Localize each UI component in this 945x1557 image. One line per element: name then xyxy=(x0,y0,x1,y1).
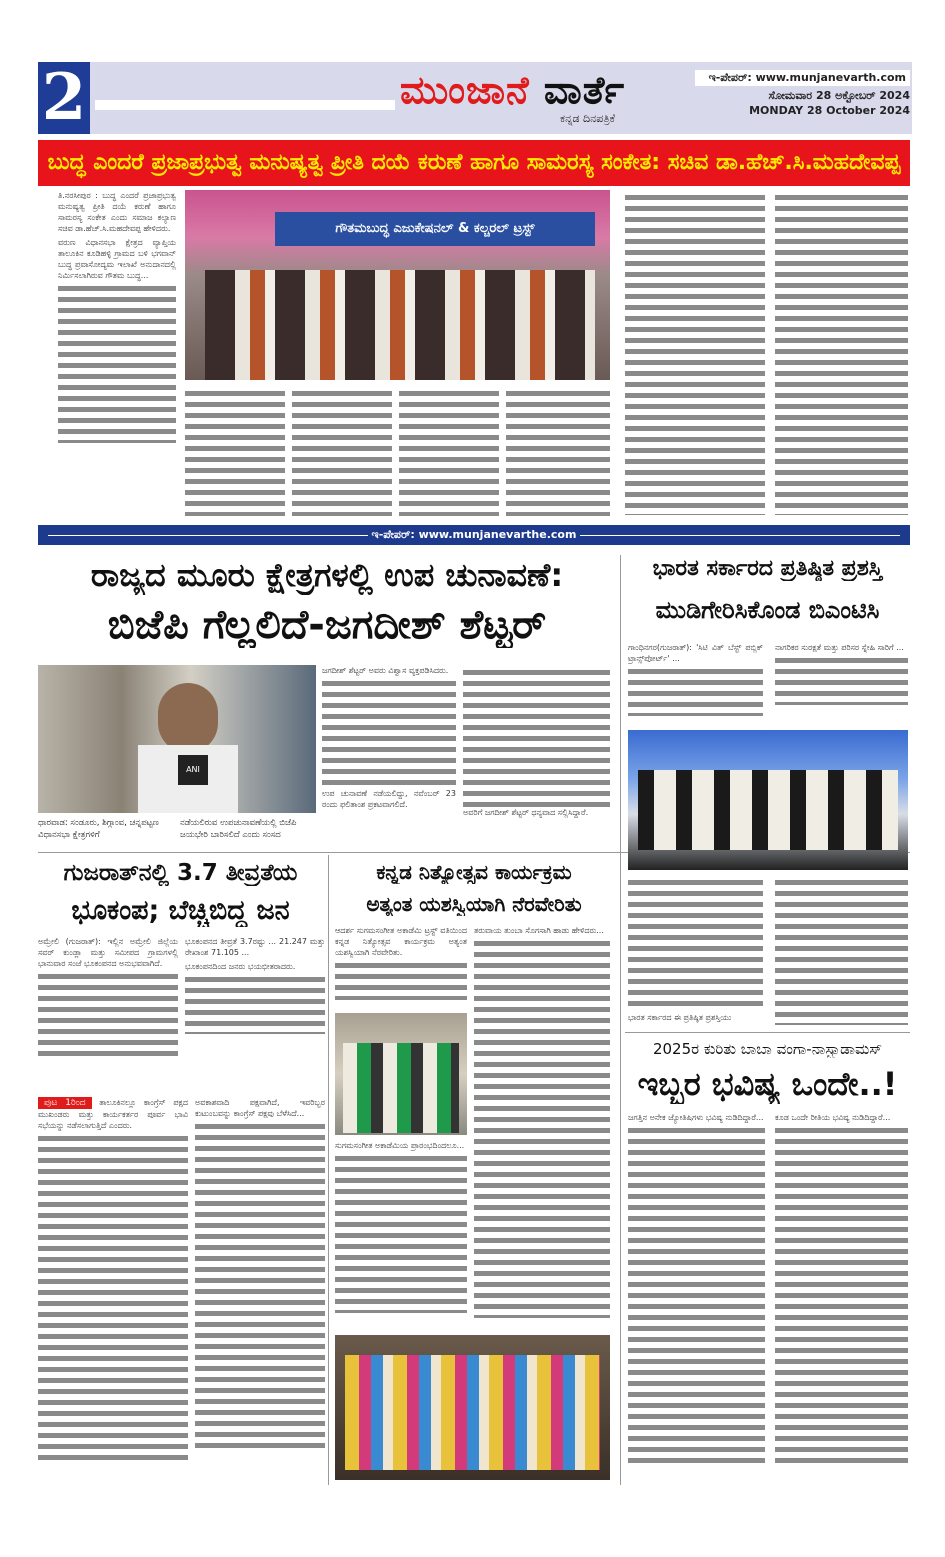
lead-column-6 xyxy=(625,190,765,515)
lead-column-4 xyxy=(399,386,499,516)
continued-from-tag: ಪುಟ 1ರಿಂದ xyxy=(38,1097,92,1109)
rajyotsava-column-2: ತರುವಾಯ ತುಂಬಾ ಸೊಗಸಾಗಿ ಹಾಡು ಹೇಳಿದರು... xyxy=(474,925,610,1330)
quake-headline-1: ಗುಜರಾತ್‌ನಲ್ಲಿ 3.7 ತೀವ್ರತೆಯ xyxy=(63,860,298,886)
lead-column-1 xyxy=(58,190,176,515)
babavanga-kicker: 2025ರ ಕುರಿತು ಬಾಬಾ ವಂಗಾ-ನಾಸ್ಟ್ರಾಡಾಮಸ್ xyxy=(652,1040,883,1058)
date-kannada: ಸೋಮವಾರ 28 ಅಕ್ಟೋಬರ್ 2024 xyxy=(768,89,910,102)
epaper-url[interactable]: ಇ-ಪೇಪರ್: www.munjanevarth.com xyxy=(695,70,910,86)
children-performance-photo xyxy=(335,1335,610,1480)
epaper-band[interactable]: ಇ-ಪೇಪರ್: www.munjanevarthe.com xyxy=(38,525,910,545)
shettar-headline-1: ರಾಜ್ಯದ ಮೂರು ಕ್ಷೇತ್ರಗಳಲ್ಲಿ ಉಪ ಚುನಾವಣೆ: xyxy=(90,556,564,594)
shettar-col2-text: ಉಪ ಚುನಾವಣೆ ನಡೆಯಲಿದ್ದು, ನವೆಂಬರ್ 23 ರಂದು ಫಲಿತಾಂಶ ಪ್ರಕಟವಾಗಲಿದೆ. xyxy=(322,789,456,809)
masthead-divider xyxy=(95,100,395,110)
date-english: MONDAY 28 October 2024 xyxy=(749,104,910,117)
lead-column-2 xyxy=(185,386,285,516)
photo-banner: ಗೌತಮಬುದ್ಧ ಎಜುಕೇಷನಲ್ & ಕಲ್ಚರಲ್ ಟ್ರಸ್ಟ್ xyxy=(275,212,595,246)
lead-column-7 xyxy=(775,190,908,515)
shettar-column-1 xyxy=(322,665,456,847)
lead-intro: ತಿ.ನರಸೀಪುರ : ಬುದ್ಧ ಎಂದರೆ ಪ್ರಜಾಪ್ರಭುತ್ವ ಮನುಷ್ಯತ್ವ ಪ್ರೀತಿ ದಯೆ ಕರುಣೆ ಹಾಗೂ ಸಾಮರಸ್ಯ ಸಂಕೇತ ಎಂದು ಸಮಾಜ ಕಲ್ಯಾಣ ಸಚಿವ ಡಾ.ಹೆಚ್.ಸಿ.ಮಹದೇವಪ್ಪ ಹೇಳಿದರು. xyxy=(58,191,176,233)
shettar-headline-2: ಬಿಜೆಪಿ ಗೆಲ್ಲಲಿದೆ-ಜಗದೀಶ್ ಶೆಟ್ಟರ್ xyxy=(107,602,547,648)
newspaper-logo: ಮುಂಜಾನೆ ವಾರ್ತೆ xyxy=(400,68,626,112)
column-divider xyxy=(620,1030,621,1485)
bmtc-award-photo xyxy=(628,730,908,870)
text-lines xyxy=(58,283,176,443)
section-divider xyxy=(625,1032,910,1033)
babavanga-headline: ಇಬ್ಬರ ಭವಿಷ್ಯ ಒಂದೇ..! xyxy=(637,1065,898,1103)
rajyotsava-headline-2: ಅತ್ಯಂತ ಯಶಸ್ವಿಯಾಗಿ ನೆರವೇರಿತು xyxy=(366,892,582,916)
babavanga-column-1: ಜಗತ್ತಿನ ಅನೇಕ ಜ್ಯೋತಿಷಿಗಳು ಭವಿಷ್ಯ ನುಡಿದಿದ್ದಾರೆ... xyxy=(628,1112,765,1482)
bmtc-column-3: ಭಾರತ ಸರ್ಕಾರದ ಈ ಪ್ರತಿಷ್ಠಿತ ಪ್ರಶಸ್ತಿಯು xyxy=(628,875,763,1025)
quake-headline-2: ಭೂಕಂಪ; ಬೆಚ್ಚಿಬಿದ್ದ ಜನ xyxy=(71,895,290,926)
ani-mic-label: ANI xyxy=(178,755,208,785)
children-group xyxy=(345,1355,600,1470)
person-face xyxy=(158,683,218,753)
lead-column-3 xyxy=(292,386,392,516)
photo-caption-2: ನಡೆಯಲಿರುವ ಉಪಚುನಾವಣೆಯಲ್ಲಿ ಬಿಜೆಪಿ ಜಯಭೇರಿ ಬಾರಿಸಲಿದೆ ಎಂದು ಸಂಸದ xyxy=(180,818,297,840)
group-of-people xyxy=(205,270,595,380)
bmtc-headline-2: ಮುಡಿಗೇರಿಸಿಕೊಂಡ ಬಿಎಂಟಿಸಿ xyxy=(655,596,880,624)
shettar-column-2 xyxy=(463,665,610,847)
quake-column-1: ಅಮ್ರೇಲಿ (ಗುಜರಾತ್): ಇಲ್ಲಿನ ಅಮ್ರೇಲಿ ಜಿಲ್ಲೆಯ ಸವರ್ ಕುಂಡ್ಲಾ ಮತ್ತು ಸಮೀಪದ ಗ್ರಾಮಗಳಲ್ಲಿ ಭಾನುವಾರ ಸಂಜೆ ಭೂಕಂಪನದ ಅನುಭವವಾಗಿದೆ. xyxy=(38,936,178,1086)
lamp-lighting-photo xyxy=(335,1013,467,1135)
bmtc-headline-1: ಭಾರತ ಸರ್ಕಾರದ ಪ್ರತಿಷ್ಠಿತ ಪ್ರಶಸ್ತಿ xyxy=(652,556,883,581)
rajyotsava-column-1: ಆದರ್ಶ ಸುಗಮಸಂಗೀತ ಅಕಾಡೆಮಿ ಟ್ರಸ್ಟ್ ವತಿಯಿಂದ ಕನ್ನಡ ನಿತ್ಯೋತ್ಸವ ಕಾರ್ಯಕ್ರಮ ಅತ್ಯಂತ ಯಶಸ್ವಿಯಾಗಿ ನೆರವೇರಿತು. xyxy=(335,925,467,1010)
babavanga-column-2: ಕೂಡ ಒಂದೇ ರೀತಿಯ ಭವಿಷ್ಯ ನುಡಿದಿದ್ದಾರೆ... xyxy=(775,1112,908,1482)
text-lines xyxy=(322,678,456,788)
guests xyxy=(343,1043,459,1133)
continued-column-2: ಅವಕಾಶವಾದಿ ಪಕ್ಷವಾಗಿದೆ, ಇವರಿಬ್ಬರ ಕುಟುಂಬವನ್ನು ಕಾಂಗ್ರೆಸ್ ಪಕ್ಷವು ಬೆಳೆಸಿದೆ... xyxy=(195,1097,325,1482)
rajyotsava-column-3: ಸುಗಮಸಂಗೀತ ಅಕಾಡೆಮಿಯ ಪ್ರಾರಂಭದಿಂದಲೂ... xyxy=(335,1140,467,1330)
bmtc-column-1: ಗಾಂಧಿನಗರ(ಗುಜರಾತ್): 'ಸಿಟಿ ವಿತ್ ಬೆಸ್ಟ್ ಪಬ್ಲಿಕ್ ಟ್ರಾನ್ಸ್‌ಪೋರ್ಟ್' ... xyxy=(628,642,763,726)
column-divider xyxy=(328,855,329,1485)
text-lines xyxy=(463,667,610,807)
bmtc-column-2: ನಾಗರಿಕರ ಸುರಕ್ಷತೆ ಮತ್ತು ಪರಿಸರ ಸ್ನೇಹಿ ಸಾರಿಗೆ ... xyxy=(775,642,908,726)
lead-headline: ಬುದ್ಧ ಎಂದರೆ ಪ್ರಜಾಪ್ರಭುತ್ವ ಮನುಷ್ಯತ್ವ ಪ್ರೀತಿ ದಯೆ ಕರುಣೆ ಹಾಗೂ ಸಾಮರಸ್ಯ ಸಂಕೇತ: ಸಚಿವ ಡಾ.ಹೆಚ್.ಸಿ.ಮಹದೇವಪ್ಪ xyxy=(38,140,910,186)
shettar-col3-text: ಅವರಿಗೆ ಜಗದೀಶ್ ಶೆಟ್ಟರ್ ಧನ್ಯವಾದ ಸಲ್ಲಿಸಿದ್ದಾರೆ. xyxy=(463,808,589,817)
photo-caption-1: ಧಾರವಾಡ: ಸಂಡೂರು, ಶಿಗ್ಗಾಂವ, ಚನ್ನಪಟ್ಟಣ ವಿಧಾನಸಭಾ ಕ್ಷೇತ್ರಗಳಿಗೆ xyxy=(38,818,159,840)
lead-column-5 xyxy=(506,386,610,516)
shettar-photo xyxy=(38,665,316,813)
award-recipients xyxy=(638,770,898,850)
lead-photo xyxy=(185,190,610,380)
quake-column-2: ಭೂಕಂಪನದ ತೀವ್ರತೆ 3.7ರಷ್ಟು ... 21.247 ಮತ್ತು ರೇಖಾಂಶ 71.105 ... ಭೂಕಂಪನದಿಂದ ಜನರು ಭಯಭೀತರಾದರು. xyxy=(185,936,325,1086)
tagline: ಕನ್ನಡ ದಿನಪತ್ರಿಕೆ xyxy=(560,112,616,125)
bmtc-column-4 xyxy=(775,875,908,1025)
page-number: 2 xyxy=(38,62,90,134)
column-divider xyxy=(620,555,621,1030)
lead-para: ವರುಣ ವಿಧಾನಸಭಾ ಕ್ಷೇತ್ರದ ವ್ಯಾಪ್ತಿಯ ತಾಲೂಕಿನ ಕೂಡಿಹಳ್ಳಿ ಗ್ರಾಮದ ಬಳಿ ಭಗವಾನ್ ಬುದ್ಧ ಪ್ರವಾಸೋದ್ಯಮ ಇಲಾಖೆ ಅನುದಾನದಲ್ಲಿ ನಿರ್ಮಿಸಲಾಗಿರುವ ಗೌತಮ ಬುದ್ಧ... xyxy=(58,238,176,280)
continued-column-1: ಪುಟ 1ರಿಂದ ತಾಲೂಕಿನಲ್ಲೂ ಕಾಂಗ್ರೆಸ್ ಪಕ್ಷದ ಮುಖಂಡರು ಮತ್ತು ಕಾರ್ಯಕರ್ತರ ಪೂರ್ವ ಭಾವಿ ಸಭೆಯನ್ನು ನಡೆಸಲಾಗುತ್ತಿದೆ ಎಂದರು. xyxy=(38,1097,188,1482)
rajyotsava-headline-1: ಕನ್ನಡ ನಿತ್ಯೋತ್ಸವ ಕಾರ್ಯಕ್ರಮ xyxy=(376,860,572,884)
shettar-col1-text: ಜಗದೀಶ್ ಶೆಟ್ಟರ್ ಅವರು ವಿಶ್ವಾಸ ವ್ಯಕ್ತಪಡಿಸಿದರು. xyxy=(322,666,449,675)
